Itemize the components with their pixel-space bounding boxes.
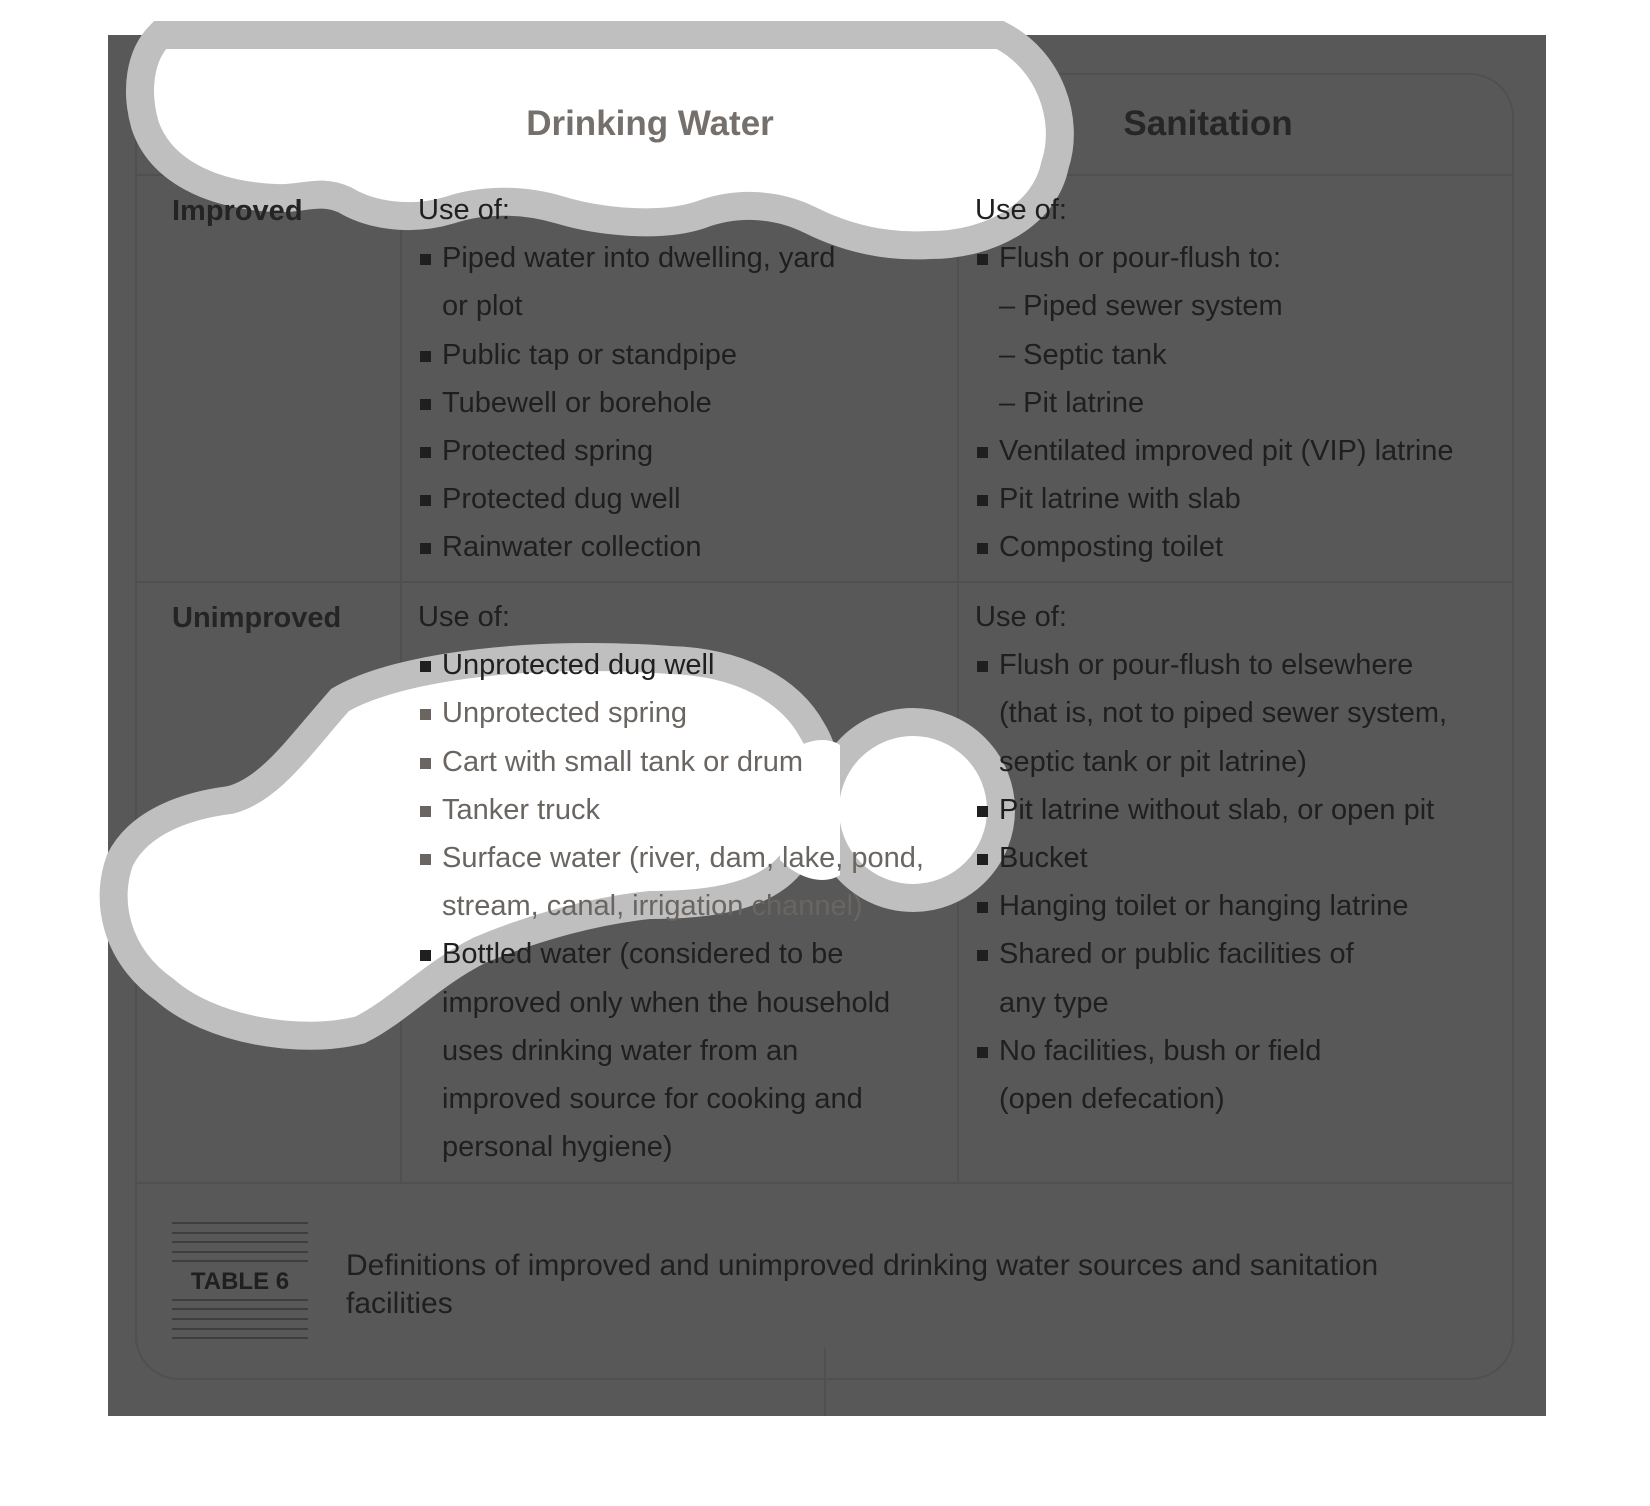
bullet-icon [977, 902, 988, 913]
bullet-icon [977, 661, 988, 672]
bullet-icon [977, 447, 988, 458]
list-item: uses drinking water from an [442, 1034, 799, 1067]
list-item: (open defecation) [999, 1083, 1225, 1115]
bullet-icon [977, 1047, 988, 1058]
list-item: improved source for cooking and [442, 1083, 863, 1115]
list-item: Bottled water (considered to be [442, 938, 844, 971]
list-item: Cart with small tank or drum [442, 745, 803, 778]
bullet-icon [420, 758, 431, 769]
row-label-unimproved: Unimproved [172, 602, 342, 634]
bullet-icon [977, 254, 988, 265]
list-item: Piped water into dwelling, yard [442, 242, 836, 275]
list-item: any type [999, 986, 1109, 1019]
list-item: improved only when the household [442, 986, 891, 1019]
cell-intro: Use of: [418, 194, 510, 226]
list-item: septic tank or pit latrine) [999, 745, 1307, 778]
bullet-icon [420, 495, 431, 506]
list-item: Ventilated improved pit (VIP) latrine [999, 435, 1454, 467]
list-item: Bucket [999, 842, 1088, 874]
bullet-icon [420, 254, 431, 265]
list-item: Pit latrine with slab [999, 483, 1241, 516]
list-item: Protected dug well [442, 483, 681, 516]
table-number-label: TABLE 6 [172, 1268, 308, 1296]
list-item: Protected spring [442, 435, 654, 467]
list-item: Rainwater collection [442, 531, 702, 564]
bullet-icon [977, 806, 988, 817]
row-label-improved: Improved [172, 195, 303, 227]
bullet-icon [420, 661, 431, 672]
list-item: Tubewell or borehole [442, 386, 712, 419]
list-item: – Septic tank [999, 338, 1167, 371]
cell-intro: Use of: [418, 601, 510, 633]
list-item: Public tap or standpipe [442, 338, 738, 371]
table-caption: Definitions of improved and unimproved drinking water sources and sanitation facilities [346, 1249, 1379, 1320]
list-item: Surface water (river, dam, lake, pond, [442, 842, 924, 874]
list-item: Unprotected dug well [442, 649, 715, 682]
list-item: Hanging toilet or hanging latrine [999, 890, 1409, 923]
bullet-icon [977, 950, 988, 961]
bullet-icon [977, 543, 988, 554]
bullet-icon [977, 854, 988, 865]
list-item: personal hygiene) [442, 1131, 673, 1164]
list-item: Pit latrine without slab, or open pit [999, 793, 1435, 826]
bullet-icon [420, 399, 431, 410]
bullet-icon [420, 543, 431, 554]
list-item: Composting toilet [999, 531, 1224, 564]
list-item: No facilities, bush or field [999, 1034, 1322, 1067]
cell-intro: Use of: [975, 601, 1067, 633]
bullet-icon [420, 709, 431, 720]
list-item: Flush or pour-flush to elsewhere [999, 649, 1414, 682]
bullet-icon [977, 495, 988, 506]
bullet-icon [420, 950, 431, 961]
list-item: Shared or public facilities of [999, 938, 1354, 971]
bullet-icon [420, 854, 431, 865]
column-header-sanitation: Sanitation [1123, 104, 1293, 143]
list-item: or plot [442, 290, 523, 323]
list-item: – Pit latrine [999, 386, 1145, 419]
list-item: Tanker truck [442, 793, 600, 826]
list-item: (that is, not to piped sewer system, [999, 697, 1448, 730]
list-item: – Piped sewer system [999, 290, 1283, 323]
list-item: Unprotected spring [442, 697, 688, 730]
bullet-icon [420, 351, 431, 362]
list-item: stream, canal, irrigation channel) [442, 890, 863, 923]
bullet-icon [420, 806, 431, 817]
list-item: Flush or pour-flush to: [999, 242, 1282, 275]
cell-intro: Use of: [975, 194, 1067, 226]
column-header-drinking-water: Drinking Water [526, 104, 774, 143]
bullet-icon [420, 447, 431, 458]
